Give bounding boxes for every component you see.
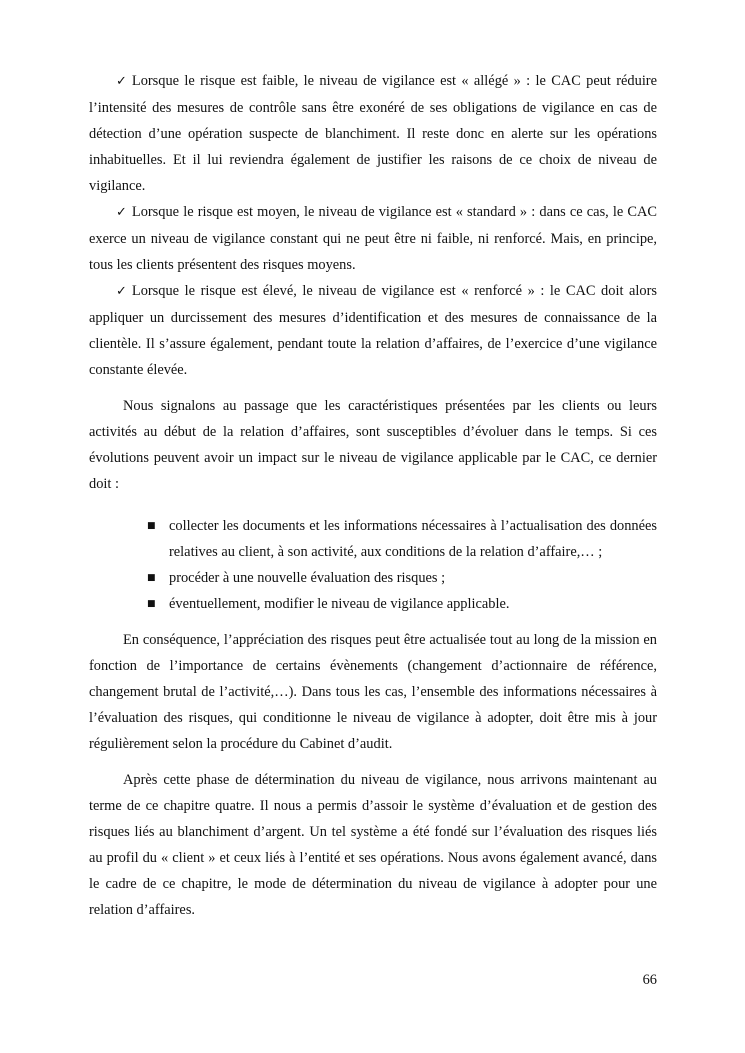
vigilance-level-text: Lorsque le risque est élevé, le niveau de vigilance est « renforcé » : le CAC doit alors appliquer un durcissement des mesures d’identification et des mesures de connaissance de la clientèle. Il s’assure également, pendant toute la relation d’affaires, de l’exercice d’une vigilance constante élevée.	[89, 283, 657, 378]
obligations-list	[89, 513, 657, 617]
square-bullet-icon: ■	[147, 573, 156, 583]
square-bullet-icon: ■	[147, 521, 156, 531]
vigilance-level-high	[89, 278, 657, 383]
vigilance-level-text: Lorsque le risque est faible, le niveau de vigilance est « allégé » : le CAC peut réduire l’intensité des mesures de contrôle sans être exonéré de ses obligations de vigilance en cas de détection d’une opération suspecte de blanchiment. Il reste donc en alerte sur les opérations inhabituelles. Et il lui reviendra également de justifier les raisons de ce choix de niveau de vigilance.	[89, 73, 657, 194]
square-bullet-icon: ■	[147, 599, 156, 609]
page-number: 66	[642, 972, 657, 988]
document-page	[89, 68, 657, 923]
vigilance-level-low	[89, 68, 657, 199]
list-item: ■ éventuellement, modifier le niveau de vigilance applicable.	[169, 591, 657, 617]
checkmark-icon: ✓	[116, 205, 127, 220]
paragraph-conclusion: Après cette phase de détermination du niveau de vigilance, nous arrivons maintenant au terme de ce chapitre quatre. Il nous a permis d’assoir le système d’évaluation et de gestion des risques liés au blanchiment d’argent. Un tel système a été fondé sur l’évaluation des risques liés au profil du « client » et ceux liés à l’entité et ses opérations. Nous avons également avancé, dans le cadre de ce chapitre, le mode de détermination du niveau de vigilance à adopter pour une relation d’affaires.	[89, 772, 657, 918]
checkmark-icon: ✓	[116, 284, 127, 299]
list-item: ■ collecter les documents et les informations nécessaires à l’actualisation des données relatives au client, à son activité, aux conditions de la relation d’affaire,… ;	[169, 513, 657, 565]
paragraph-evolution: Nous signalons au passage que les caractéristiques présentées par les clients ou leurs activités au début de la relation d’affaires, sont susceptibles d’évoluer dans le temps. Si ces évolutions peuvent avoir un impact sur le niveau de vigilance applicable par le CAC, ce dernier doit :	[89, 398, 657, 492]
vigilance-level-standard	[89, 199, 657, 278]
list-item: ■ procéder à une nouvelle évaluation des risques ;	[169, 565, 657, 591]
vigilance-level-text: Lorsque le risque est moyen, le niveau de vigilance est « standard » : dans ce cas, le CAC exerce un niveau de vigilance constant qui ne peut être ni faible, ni renforcé. Mais, en principe, tous les clients présentent des risques moyens.	[89, 204, 657, 273]
checkmark-icon: ✓	[116, 74, 127, 89]
paragraph-consequence: En conséquence, l’appréciation des risques peut être actualisée tout au long de la mission en fonction de l’importance de certains évènements (changement d’actionnaire de référence, changement brutal de l’activité,…). Dans tous les cas, l’ensemble des informations nécessaires à l’évaluation des risques, qui conditionne le niveau de vigilance à adopter, doit être mis à jour régulièrement selon la procédure du Cabinet d’audit.	[89, 632, 657, 752]
